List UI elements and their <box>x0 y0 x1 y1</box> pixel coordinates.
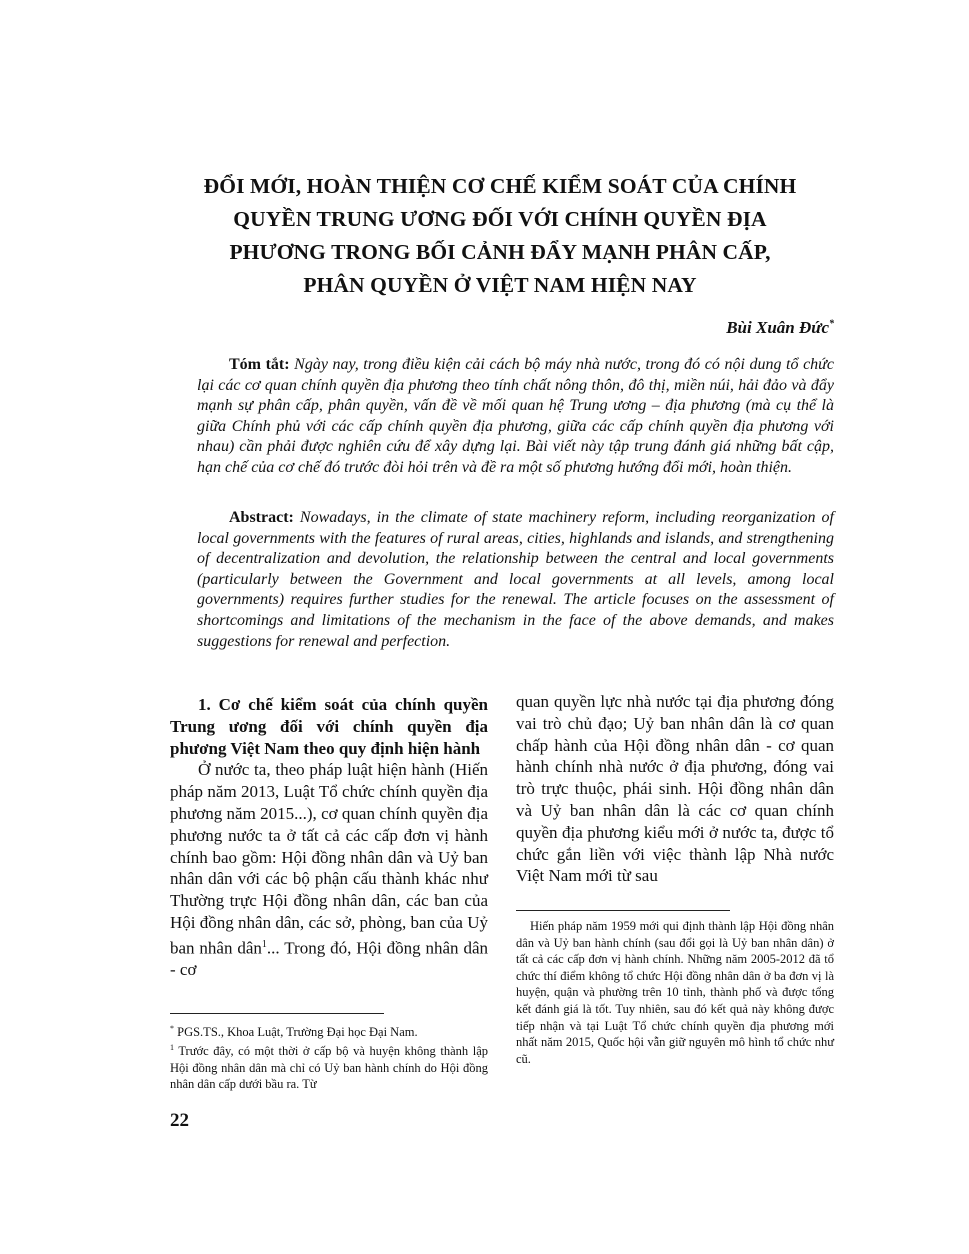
body-paragraph-right: quan quyền lực nhà nước tại địa phương đóng vai trò chủ đạo; Uỷ ban nhân dân là cơ quan chấp hành của Hội đồng nhân dân - cơ quan hành chính nhà nước ở địa phương, đóng vai trò trực thuộc, phái sinh. Hội đồng nhân dân và Uỷ ban nhân dân là các cơ quan chính quyền địa phương kiểu mới ở nước ta, được tổ chức gắn liền với việc thành lập Nhà nước Việt Nam mới từ sau <box>516 692 834 886</box>
paragraph-text: Ở nước ta, theo pháp luật hiện hành (Hiến pháp năm 2013, Luật Tổ chức chính quyền địa phương năm 2015...), cơ quan chính quyền địa phương nước ta ở tất cả các cấp đơn vị hành chính bao gồm: Hội đồng nhân dân và Uỷ ban nhân dân với các bộ phận cấu thành khác như Thường trực Hội đồng nhân dân, các ban của Hội đồng nhân dân, các sở, phòng, ban của Uỷ ban nhân dân <box>170 760 488 958</box>
abstract-vn-text: Ngày nay, trong điều kiện cải cách bộ máy nhà nước, trong đó có nội dung tổ chức lại các cơ quan chính quyền địa phương theo tính chất nông thôn, đô thị, miền núi, hải đảo và đẩy mạnh sự phân cấp, phân quyền, vấn đề về mối quan hệ Trung ương – địa phương (mà cụ thể là giữa Chính phủ với các cấp chính quyền địa phương, giữa các cấp chính quyền địa phương với nhau) cần phải được nghiên cứu để xây dựng lại. Bài viết này tập trung đánh giá những bất cập, hạn chế của cơ chế đó trước đòi hỏi trên và đề ra một số phương hướng đổi mới, hoàn thiện. <box>197 356 834 476</box>
author-name <box>726 318 834 338</box>
page-number: 22 <box>170 1110 189 1131</box>
footnote-author <box>170 1021 488 1041</box>
author-text: Bùi Xuân Đức <box>726 318 829 337</box>
footnote-text: PGS.TS., Khoa Luật, Trường Đại học Đại Nam. <box>174 1025 418 1040</box>
body-column-left <box>170 694 488 981</box>
section-heading: 1. Cơ chế kiểm soát của chính quyền Trung ương đối với chính quyền địa phương Việt Nam theo quy định hiện hành <box>170 695 488 758</box>
title-line: ĐỔI MỚI, HOÀN THIỆN CƠ CHẾ KIỂM SOÁT CỦA CHÍNH <box>203 174 797 198</box>
abstract-english <box>197 508 834 652</box>
article-title <box>150 170 850 302</box>
author-footnote-mark: * <box>829 318 834 330</box>
abstract-vn-label: Tóm tắt: <box>229 356 290 373</box>
abstract-en-label: Abstract: <box>229 509 294 526</box>
footnote-1 <box>170 1040 488 1093</box>
footnote-text: Trước đây, có một thời ở cấp bộ và huyện không thành lập Hội đồng nhân dân mà chỉ có Uỷ ban hành chính do Hội đồng nhân dân cấp dưới bầu ra. Từ <box>170 1044 488 1092</box>
body-column-right <box>516 691 834 887</box>
footnote-separator-right <box>516 910 730 911</box>
footnote-mark: * <box>170 1024 174 1033</box>
abstract-vietnamese <box>197 355 834 479</box>
title-line: PHÂN QUYỀN Ở VIỆT NAM HIỆN NAY <box>303 273 697 297</box>
title-line: PHƯƠNG TRONG BỐI CẢNH ĐẨY MẠNH PHÂN CẤP, <box>229 240 771 264</box>
footnote-mark: 1 <box>170 1043 174 1052</box>
paragraph-text-cont: ... Trong đó, Hội đồng nhân dân - cơ <box>170 938 488 980</box>
footnote-ref: 1 <box>261 938 267 950</box>
footnote-1-continued: Hiến pháp năm 1959 mới qui định thành lập Hội đồng nhân dân và Uỷ ban hành chính (sau đổi gọi là Uỷ ban nhân dân) ở tất cả các cấp đơn vị hành chính. Những năm 2005-2012 đã tổ chức thí điểm không tổ chức Hội đồng nhân dân ở ba đơn vị là huyện, quận và phường trên 10 tỉnh, thành phố và được tổng kết đánh giá là tốt. Tuy nhiên, sau đó kết quả này không được tiếp nhận và tại Luật Tổ chức chính quyền địa phương mới nhất năm 2015, Quốc hội vẫn giữ nguyên mô hình tổ chức như cũ. <box>516 919 834 1066</box>
title-line: QUYỀN TRUNG ƯƠNG ĐỐI VỚI CHÍNH QUYỀN ĐỊA <box>233 207 767 231</box>
abstract-en-text: Nowadays, in the climate of state machinery reform, including reorganization of local governments with the features of rural areas, cities, highlands and islands, and strengthening of decentralization and devolution, the relationship between the central and local governments (particularly between the Government and local governments at all levels, among local governments) requires further studies for the renewal. The article focuses on the assessment of shortcomings and limitations of the mechanism in the face of the above demands, and makes suggestions for renewal and perfection. <box>197 509 835 650</box>
footnote-separator-left <box>170 1013 384 1014</box>
body-paragraph <box>170 759 488 981</box>
